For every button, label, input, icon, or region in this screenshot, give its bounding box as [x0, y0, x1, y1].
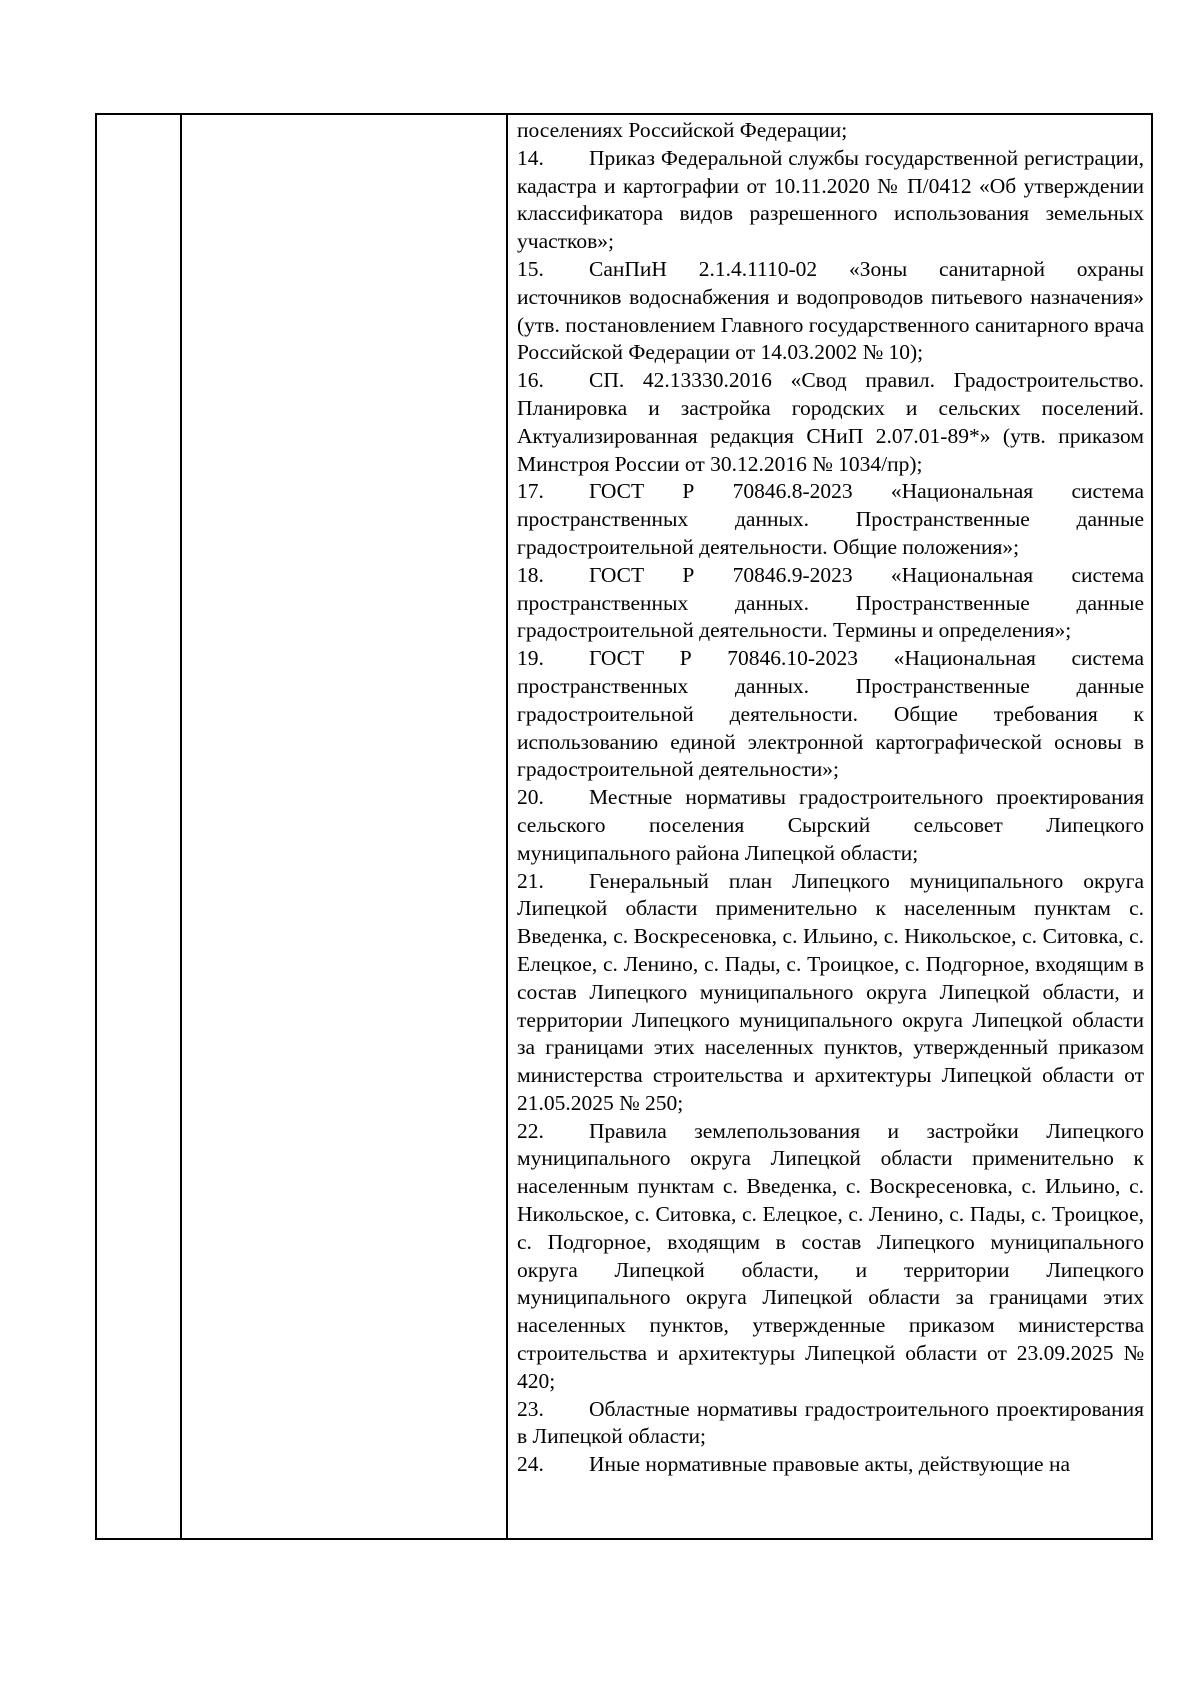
- list-item-number: 22.: [517, 1118, 544, 1143]
- continuation-text: поселениях Российской Федерации;: [517, 118, 848, 142]
- list-item-number: 21.: [517, 868, 544, 893]
- list-item: [517, 1451, 1144, 1479]
- table-column-name: [182, 115, 508, 1538]
- list-item: [517, 1396, 1144, 1452]
- table-column-content: [508, 115, 1151, 1538]
- table-column-number: [97, 115, 182, 1538]
- regulation-list: [517, 145, 1144, 1479]
- list-item-number: 19.: [517, 646, 544, 671]
- list-item-number: 20.: [517, 785, 544, 810]
- list-item-text: Генеральный план Липецкого муниципального округа Липецкой области применительно к населенным пунктам с. Введенка, с. Воскресеновка, с. Ильино, с. Никольское, с. Ситовка, с. Елецкое, с. Ленино, с. Пады, с. Троицкое, с. Подгорное, входящим в состав Липецкого муниципального округа Липецкой области, и территории Липецкого муниципального округа Липецкой области за границами этих населенных пунктов, утвержденный приказом министерства строительства и архитектуры Липецкой области от 21.05.2025 № 250;: [517, 868, 1144, 1115]
- list-item: [517, 145, 1144, 256]
- list-item-text: ГОСТ Р 70846.8-2023 «Национальная система пространственных данных. Пространственные данные градостроительной деятельности. Общие положения»;: [517, 479, 1144, 559]
- document-table: [95, 113, 1153, 1540]
- list-item-text: Местные нормативы градостроительного проектирования сельского поселения Сырский сельсовет Липецкого муниципального района Липецкой области;: [517, 785, 1144, 865]
- list-item: [517, 784, 1144, 867]
- list-item-number: 14.: [517, 145, 544, 170]
- list-item-text: СанПиН 2.1.4.1110-02 «Зоны санитарной охраны источников водоснабжения и водопроводов питьевого назначения» (утв. постановлением Главного государственного санитарного врача Российской Федерации от 14.03.2002 № 10);: [517, 256, 1144, 365]
- list-item-text: ГОСТ Р 70846.9-2023 «Национальная система пространственных данных. Пространственные данные градостроительной деятельности. Термины и определения»;: [517, 562, 1144, 643]
- list-item-text: СП. 42.13330.2016 «Свод правил. Градостроительство. Планировка и застройка городских и сельских поселений. Актуализированная редакция СНиП 2.07.01-89*» (утв. приказом Минстроя России от 30.12.2016 № 1034/пр);: [517, 368, 1144, 476]
- list-item-text: ГОСТ Р 70846.10-2023 «Национальная система пространственных данных. Пространственные данные градостроительной деятельности. Общие требования к использованию единой электронной картографической основы в градостроительной деятельности»;: [517, 646, 1144, 782]
- list-item: [517, 645, 1144, 784]
- list-item-number: 17.: [517, 479, 544, 504]
- list-item-number: 15.: [517, 256, 544, 281]
- list-item-number: 18.: [517, 562, 544, 587]
- list-item: [517, 256, 1144, 367]
- list-item-text: Иные нормативные правовые акты, действующие на: [589, 1452, 1070, 1477]
- list-item-text: Приказ Федеральной службы государственной регистрации, кадастра и картографии от 10.11.2020 № П/0412 «Об утверждении классификатора видов разрешенного использования земельных участков»;: [517, 145, 1144, 254]
- list-item: [517, 478, 1144, 561]
- list-item: [517, 1118, 1144, 1396]
- list-item-text: Правила землепользования и застройки Липецкого муниципального округа Липецкой области применительно к населенным пунктам с. Введенка, с. Воскресеновка, с. Ильино, с. Никольское, с. Ситовка, с. Елецкое, с. Ленино, с. Пады, с. Троицкое, с. Подгорное, входящим в состав Липецкого муниципального округа Липецкой области, и территории Липецкого муниципального округа Липецкой области за границами этих населенных пунктов, утвержденные приказом министерства строительства и архитектуры Липецкой области от 23.09.2025 № 420;: [517, 1118, 1144, 1393]
- list-item: [517, 562, 1144, 645]
- list-item-number: 16.: [517, 368, 544, 393]
- list-item-text: Областные нормативы градостроительного проектирования в Липецкой области;: [517, 1396, 1144, 1449]
- list-item-number: 24.: [517, 1452, 544, 1477]
- list-item: [517, 868, 1144, 1118]
- list-item-number: 23.: [517, 1396, 544, 1421]
- list-item: [517, 367, 1144, 478]
